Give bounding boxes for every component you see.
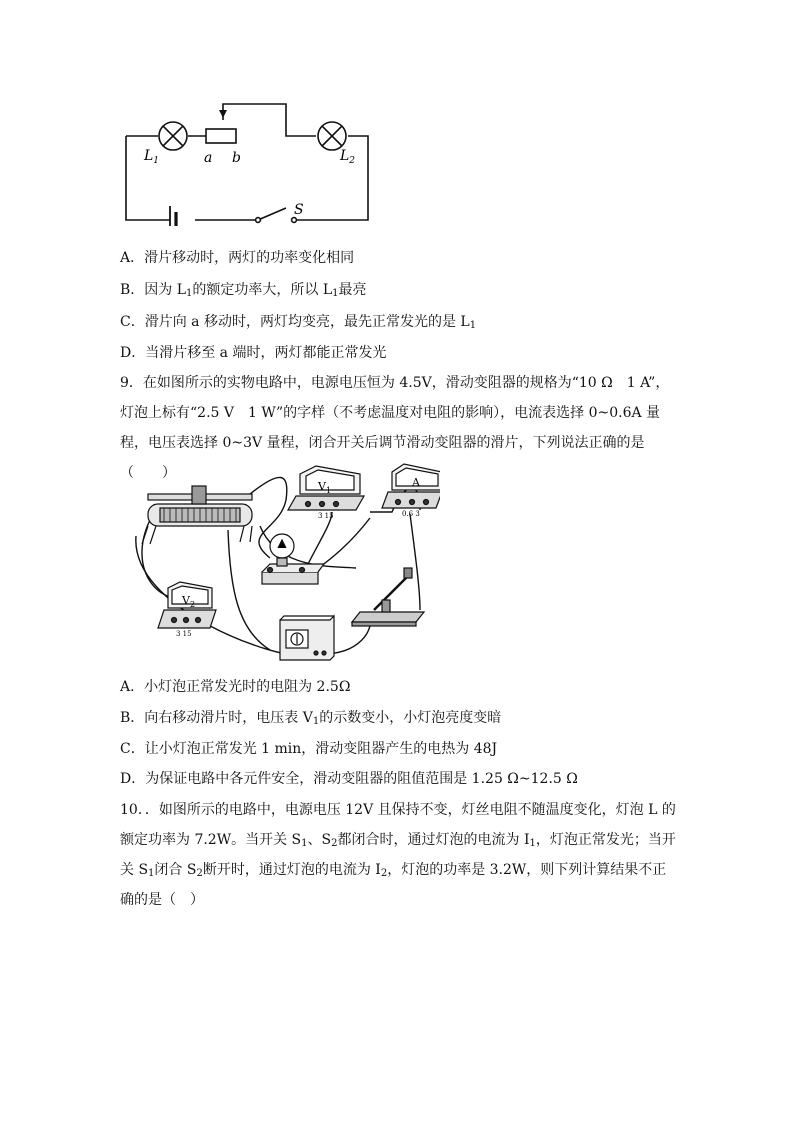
q9-option-c: C．让小灯泡正常发光 1 min，滑动变阻器产生的电热为 48J xyxy=(120,741,498,757)
meter-v2-label: $V_2$ xyxy=(182,594,196,609)
q8-option-c: C．滑片向 a 移动时，两灯均变亮，最先正常发光的是 $L_1$ xyxy=(120,314,477,331)
physical-circuit-diagram xyxy=(120,460,440,664)
q9-option-b: B．向右移动滑片时，电压表 $V_1$的示数变小，小灯泡亮度变暗 xyxy=(120,710,502,727)
q8-option-b: B．因为 $L_1$的额定功率大，所以 $L_1$最亮 xyxy=(120,282,367,299)
q9-option-a: A．小灯泡正常发光时的电阻为 2.5Ω xyxy=(120,679,351,695)
q8-option-d: D．当滑片移至 a 端时，两灯都能正常发光 xyxy=(120,345,387,361)
meter-a-scale: 0.6 3 xyxy=(402,510,420,518)
q9-question: 9．在如图所示的实物电路中，电源电压恒为 4.5V，滑动变阻器的规格为“10 Ω 1 A”，灯泡上标有“2.5 V 1 W”的字样（不考虑温度对电阻的影响），电流表选择 0~0.6A 量程，电压表选择 0~3V 量程，闭合开关后调节滑动变阻器的滑片，下列说法正确的是（ ） xyxy=(120,375,670,481)
label-a: a xyxy=(204,150,213,166)
q8-option-a: A．滑片移动时，两灯的功率变化相同 xyxy=(120,250,355,266)
meter-a-label: A xyxy=(412,476,420,489)
label-L2: $L_2$ xyxy=(340,148,356,166)
label-S: S xyxy=(294,202,304,218)
meter-v1-label: $V_1$ xyxy=(318,480,332,495)
label-b: b xyxy=(232,150,241,166)
circuit-diagram-1 xyxy=(118,96,374,226)
q10-question: 10．．如图所示的电路中，电源电压 12V 且保持不变，灯丝电阻不随温度变化，灯泡 L 的额定功率为 7.2W。当开关 $S_1$、$S_2$都闭合时，通过灯泡的电流为 $I_1$，灯泡正常发光；当开关 $S_1$闭合 $S_2$断开时，通过灯泡的电流为 $I_2$，灯泡的功率是 3.2W，则下列计算结果不正确的是（ ） xyxy=(120,802,676,908)
meter-v1-scale: 3 15 xyxy=(318,512,334,520)
meter-v2-scale: 3 15 xyxy=(176,630,192,638)
q9-option-d: D．为保证电路中各元件安全，滑动变阻器的阻值范围是 1.25 Ω~12.5 Ω xyxy=(120,771,578,787)
label-L1: $L_1$ xyxy=(144,148,160,166)
